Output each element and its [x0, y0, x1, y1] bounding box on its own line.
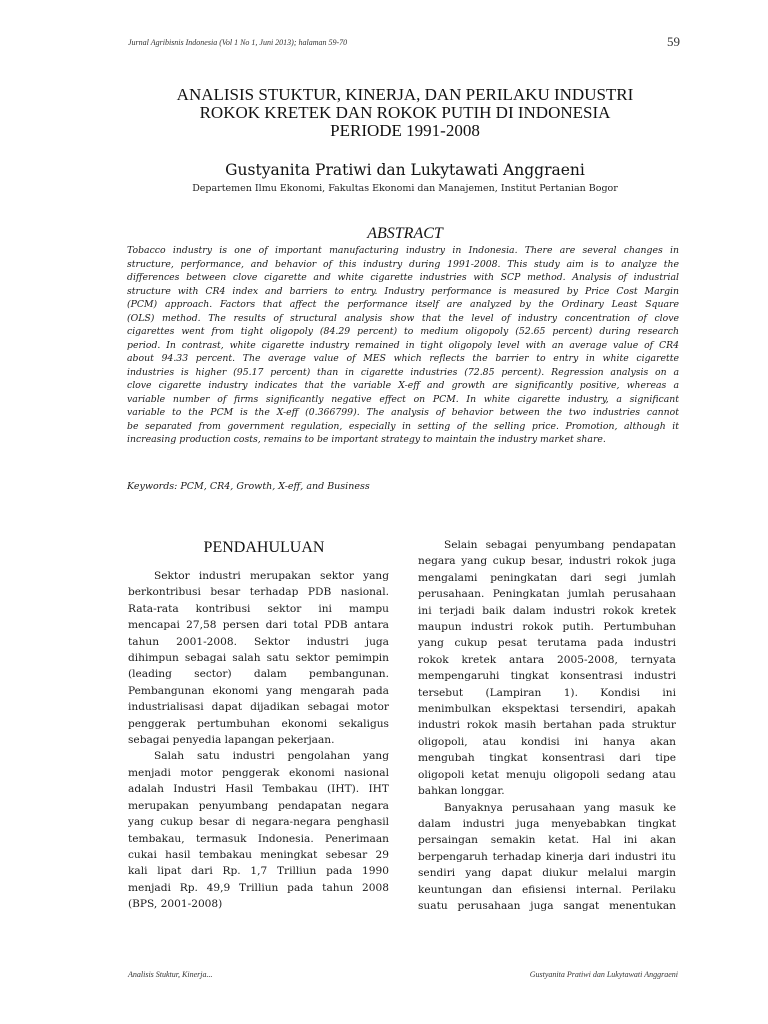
body-line: mencapai 27,58 persen dari total PDB antara [128, 619, 389, 632]
body-line: mengalami peningkatan dari segi jumlah [418, 571, 676, 584]
keywords: Keywords: PCM, CR4, Growth, X-eff, and Business [127, 481, 370, 492]
abstract-line: Tobacco industry is one of important manufacturing industry in Indonesia. There are several changes in [127, 245, 679, 256]
body-line: penggerak pertumbuhan ekonomi sekaligus [128, 717, 389, 730]
body-line: negara yang cukup besar, industri rokok juga [418, 555, 676, 568]
body-line: dihimpun sebagai salah satu sektor pemimpin [128, 652, 389, 665]
body-line: kali lipat dari Rp. 1,7 Trilliun pada 1990 [128, 865, 389, 878]
abstract-body [127, 244, 679, 447]
abstract-line: clove cigarette industry indicates that the variable X-eff and growth are significantly positive, whereas a [127, 380, 679, 391]
body-line: keuntungan dan efisiensi internal. Perilaku [418, 883, 676, 896]
page-number: 59 [667, 34, 680, 49]
abstract-line: structure, performance, and behavior of this industry during 1991-2008. This study aim is to analyze the [127, 258, 679, 270]
abstract-line: about 94.33 percent. The average value of MES which reflects the barrier to entry in white cigarette [127, 353, 679, 364]
body-line: Salah satu industri pengolahan yang [154, 750, 389, 763]
body-line: Rata-rata kontribusi sektor ini mampu [128, 602, 389, 615]
abstract-line: be separated from government regulation, especially in setting of the selling price. Promotion, although it [127, 420, 679, 432]
abstract-line: increasing production costs, remains to be important strategy to maintain the industry market share. [127, 434, 606, 445]
body-line: sebagai penyedia lapangan pekerjaan. [128, 734, 335, 747]
body-line: mempengaruhi tingkat konsentrasi industri [418, 670, 676, 683]
affiliation: Departemen Ilmu Ekonomi, Fakultas Ekonomi dan Manajemen, Institut Pertanian Bogor [192, 183, 618, 194]
title-line: ANALISIS STUKTUR, KINERJA, DAN PERILAKU INDUSTRI [176, 85, 634, 104]
body-line: berpengaruh terhadap kinerja dari industri itu [418, 850, 676, 863]
body-line: tahun 2001-2008. Sektor industri juga [128, 635, 389, 648]
body-line: oligopoli, atau kondisi ini hanya akan [418, 735, 676, 748]
body-line: (BPS, 2001-2008) [128, 898, 223, 911]
body-line: cukai hasil tembakau meningkat sebesar 29 [128, 848, 389, 861]
abstract-line: variable to the PCM is the X-eff (0.366799). The analysis of behavior between the two industries cannot [127, 407, 679, 418]
body-line: yang cukup besar di negara-negara penghasil [128, 816, 389, 829]
body-line: (leading sector) dalam pembangunan. [128, 668, 389, 681]
body-line: industri rokok masih bertahan pada struktur [418, 719, 676, 732]
body-line: merupakan penyumbang pendapatan negara [128, 799, 389, 812]
abstract-line: period. In contrast, white cigarette industry remained in tight oligopoly level with an average value of CR4 [127, 339, 679, 351]
body-line: bahkan longgar. [418, 785, 505, 798]
title-line: ROKOK KRETEK DAN ROKOK PUTIH DI INDONESIA [199, 103, 611, 122]
body-line: adalah Industri Hasil Tembakau (IHT). IHT [128, 783, 389, 796]
left-column [128, 568, 389, 913]
footer-right: Gustyanita Pratiwi dan Lukytawati Anggraeni [529, 970, 678, 979]
running-head: Jurnal Agribisnis Indonesia (Vol 1 No 1, Juni 2013); halaman 59-70 [128, 38, 348, 47]
abstract-line: variable number of firms significantly negative effect on PCM. In white cigarette industry, a significant [127, 393, 679, 405]
body-line: persaingan semakin ketat. Hal ini akan [418, 834, 676, 847]
body-line: yang cukup pesat terutama pada industri [418, 637, 676, 650]
title-line: PERIODE 1991-2008 [330, 121, 480, 140]
abstract-line: structure with CR4 index and barriers to entry. Industry performance is measured by Price Cost Margin [127, 285, 679, 297]
body-line: sendiri yang dapat diukur melalui margin [418, 867, 676, 880]
abstract-line: cigarettes went from tight oligopoly (84.29 percent) to medium oligopoly (52.65 percent) during research [127, 326, 679, 337]
abstract-line: (OLS) method. The results of structural analysis show that the level of industry concentration of clove [127, 312, 679, 324]
body-line: industrialisasi dapat dijadikan sebagai motor [128, 701, 389, 714]
body-line: maupun industri rokok putih. Pertumbuhan [418, 621, 676, 634]
right-column [418, 537, 676, 914]
body-line: berkontribusi besar terhadap PDB nasional. [128, 586, 389, 599]
body-line: Pembangunan ekonomi yang mengarah pada [128, 684, 389, 697]
body-line: tersebut (Lampiran 1). Kondisi ini [418, 686, 676, 699]
body-line: suatu perusahaan juga sangat menentukan [418, 899, 676, 912]
abstract-heading: ABSTRACT [367, 225, 443, 242]
body-line: dalam industri juga menyebabkan tingkat [418, 817, 676, 830]
body-line: menjadi Rp. 49,9 Trilliun pada tahun 2008 [128, 881, 389, 894]
footer-left: Analisis Stuktur, Kinerja... [128, 970, 213, 979]
section-heading: PENDAHULUAN [203, 539, 325, 556]
abstract-line: (PCM) approach. Factors that affect the performance itself are analyzed by the Ordinary Least Square [127, 299, 679, 310]
body-line: mengubah tingkat konsentrasi dari tipe [418, 752, 676, 765]
body-line: rokok kretek antara 2005-2008, ternyata [418, 653, 676, 666]
body-line: Selain sebagai penyumbang pendapatan [444, 539, 676, 551]
body-line: Banyaknya perusahaan yang masuk ke [444, 801, 676, 814]
abstract-line: differences between clove cigarette and white cigarette industries with SCP method. Analysis of industrial [127, 272, 679, 283]
paper-title [120, 86, 690, 140]
abstract-line: industries is higher (95.17 percent) than in cigarette industries (72.85 percent). Regression analysis on a [127, 366, 679, 378]
body-line: menimbulkan ekspektasi tersendiri, apakah [418, 703, 676, 716]
authors: Gustyanita Pratiwi dan Lukytawati Anggraeni [225, 161, 585, 179]
body-line: menjadi motor penggerak ekonomi nasional [128, 766, 389, 779]
body-line: oligopoli ketat menuju oligopoli sedang atau [418, 768, 676, 781]
body-line: perusahaan. Peningkatan jumlah perusahaan [418, 588, 676, 601]
body-line: tembakau, termasuk Indonesia. Penerimaan [128, 832, 389, 845]
body-line: ini terjadi baik dalam industri rokok kretek [418, 604, 676, 617]
body-line: Sektor industri merupakan sektor yang [154, 570, 389, 582]
